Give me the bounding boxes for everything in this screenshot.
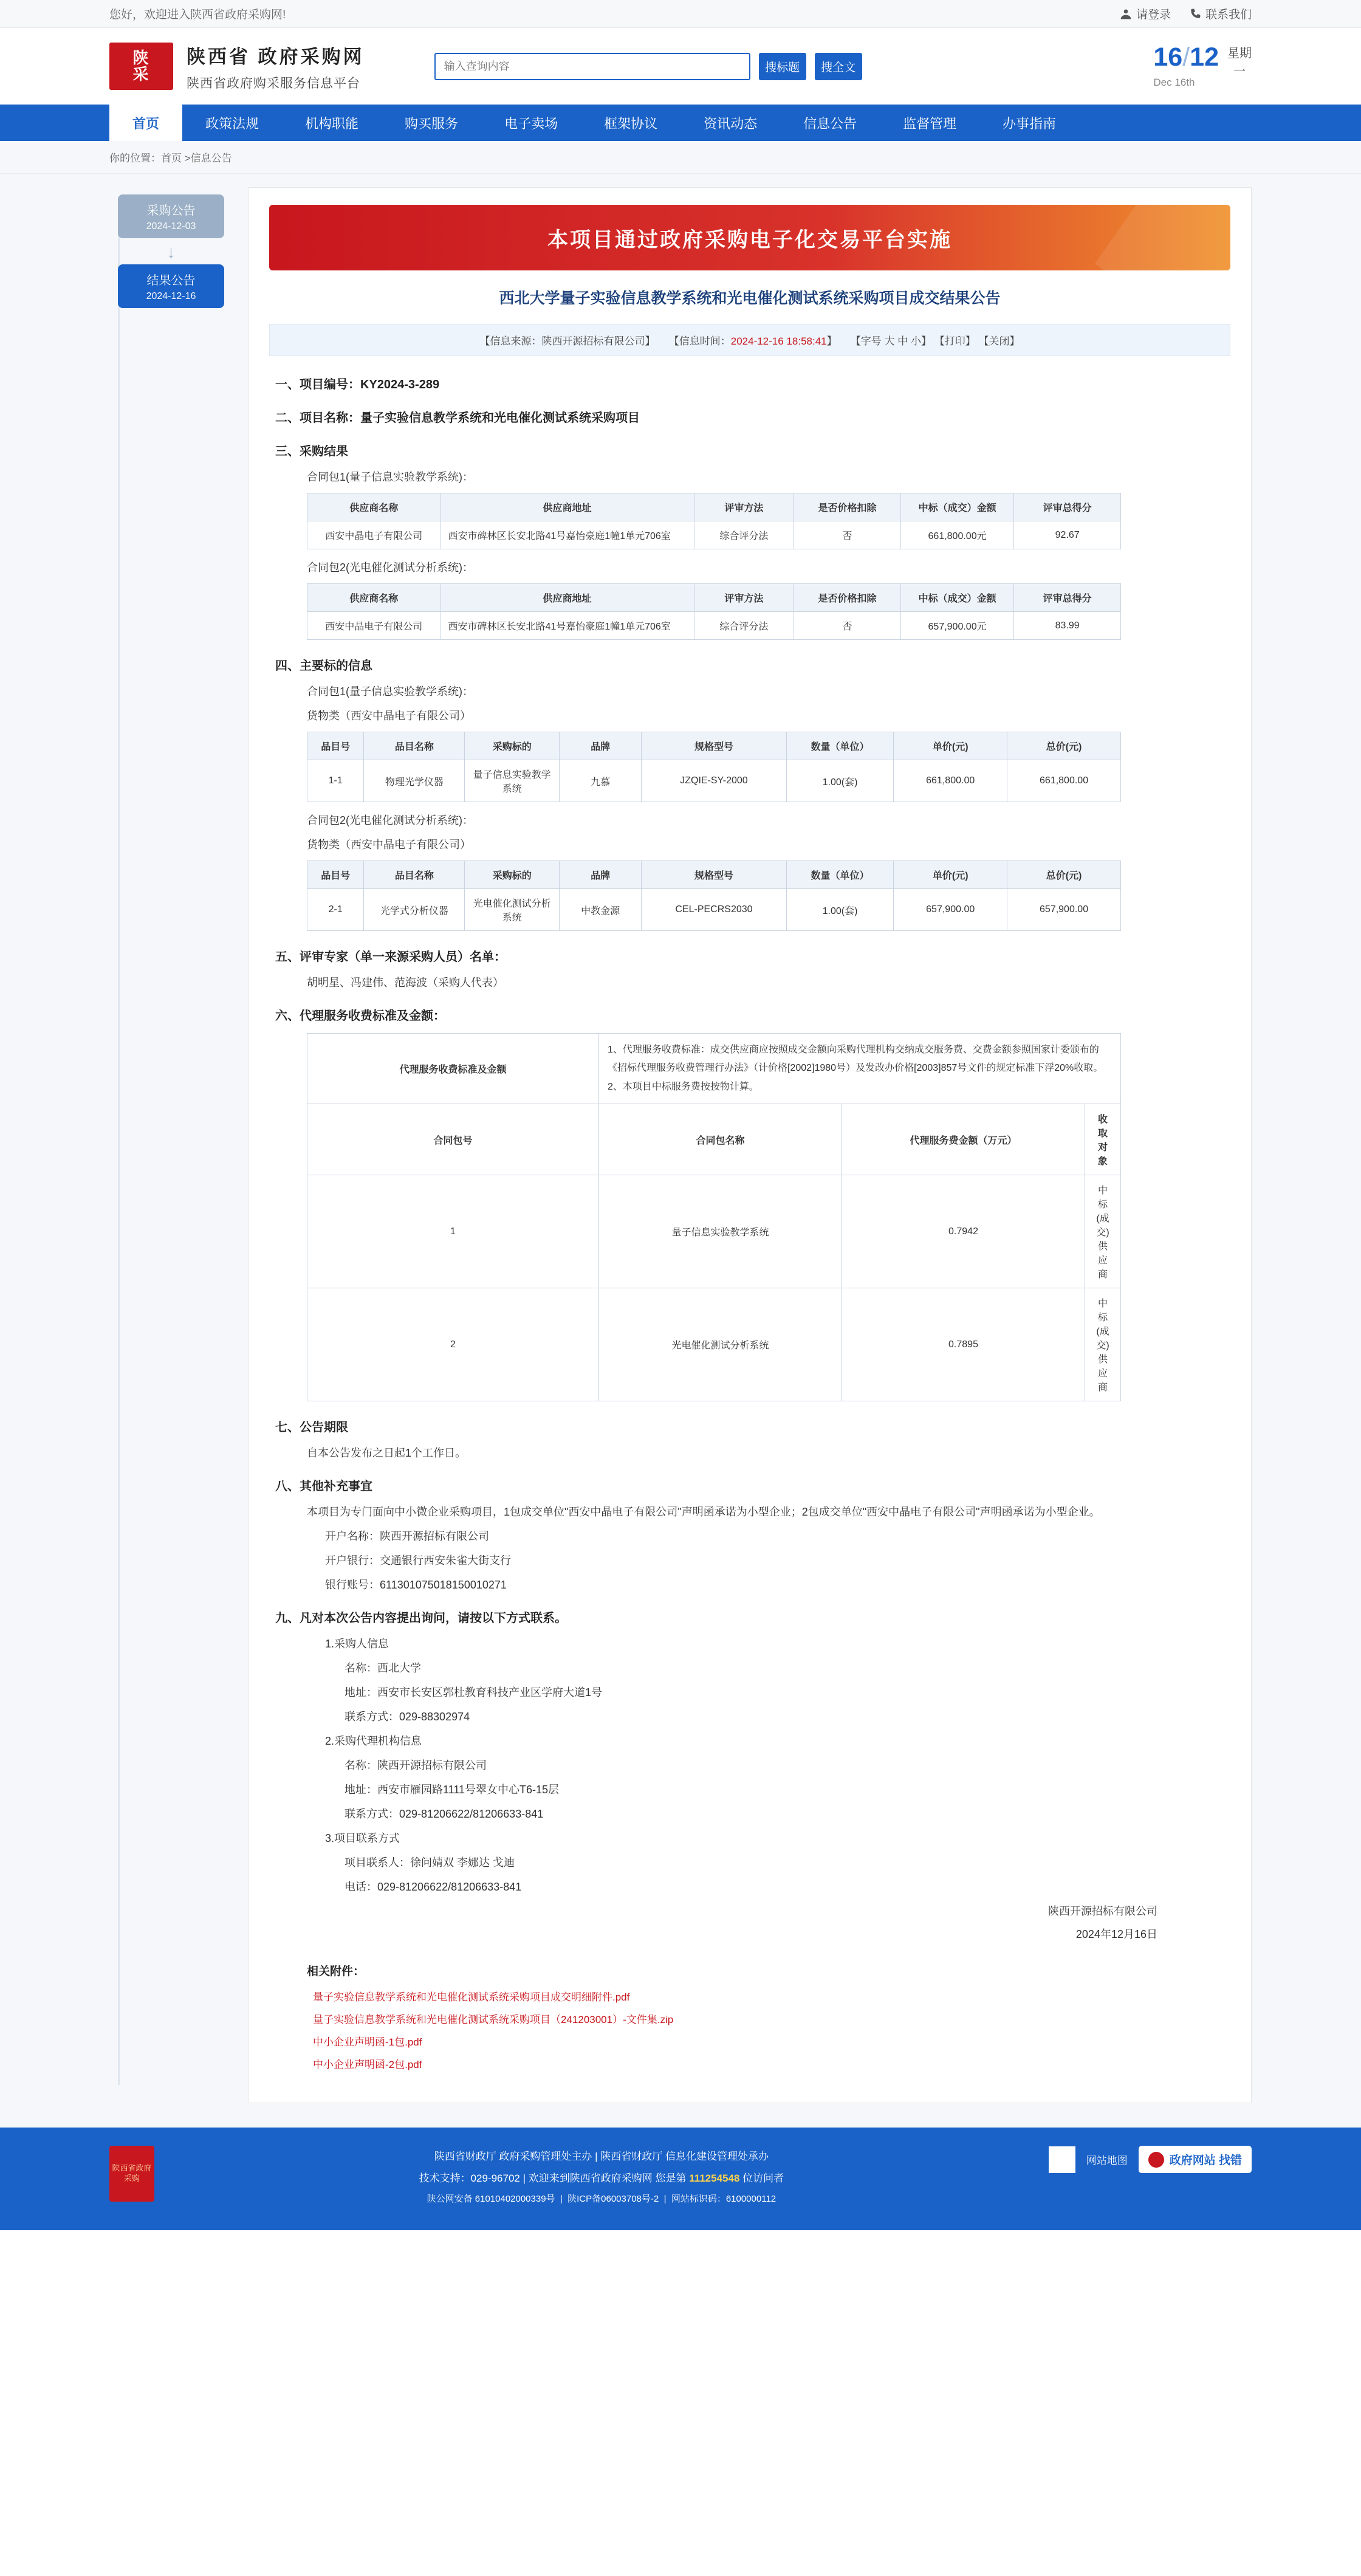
table-row bbox=[307, 1034, 1121, 1104]
nav-item-org[interactable]: 机构职能 bbox=[305, 115, 359, 131]
item-table-package1 bbox=[307, 732, 1121, 802]
agency-address: 地址：西安市雁园路1111号翠女中心T6-15层 bbox=[345, 1784, 560, 1796]
page-layout bbox=[0, 174, 1361, 2128]
cell-procurement-target: 光电催化测试分析系统 bbox=[465, 889, 560, 931]
sidebar-item-label: 结果公告 bbox=[146, 274, 196, 288]
th-package-no: 合同包号 bbox=[307, 1104, 599, 1175]
footer-right bbox=[1049, 2146, 1252, 2173]
th-total-price: 总价(元) bbox=[1007, 861, 1121, 889]
cell-package-name: 量子信息实验教学系统 bbox=[599, 1175, 842, 1288]
contact-link[interactable] bbox=[1189, 5, 1252, 22]
th-supplier-name: 供应商名称 bbox=[307, 584, 441, 612]
site-header bbox=[0, 28, 1361, 105]
cell-price-deduction: 否 bbox=[794, 612, 901, 640]
th-item-no: 品目号 bbox=[307, 861, 364, 889]
nav-item-guide[interactable]: 办事指南 bbox=[1003, 115, 1057, 131]
cell-total-price: 661,800.00 bbox=[1007, 760, 1121, 802]
package2-sub-label: 合同包2(光电催化测试分析系统)： bbox=[307, 814, 473, 826]
cell-quantity: 1.00(套) bbox=[786, 760, 893, 802]
project-contact-head: 3.项目联系方式 bbox=[325, 1832, 400, 1845]
th-spec-model: 规格型号 bbox=[642, 861, 787, 889]
visitor-count: 111254548 bbox=[689, 2172, 740, 2184]
cell-package-name: 光电催化测试分析系统 bbox=[599, 1288, 842, 1401]
package1-sub-label: 合同包1(量子信息实验教学系统)： bbox=[307, 685, 473, 698]
meta-source-value: 陕西开源招标有限公司 bbox=[541, 335, 645, 347]
meta-time-value: 2024-12-16 18:58:41 bbox=[730, 335, 827, 347]
cell-review-method: 综合评分法 bbox=[694, 612, 794, 640]
table-row bbox=[307, 612, 1121, 640]
th-item-no: 品目号 bbox=[307, 732, 364, 760]
result-table-package2 bbox=[307, 583, 1121, 640]
cell-fee-amount: 0.7895 bbox=[842, 1288, 1085, 1401]
date-widget bbox=[1153, 44, 1252, 89]
cell-total-score: 83.99 bbox=[1014, 612, 1121, 640]
breadcrumb-current: 信息公告 bbox=[190, 153, 232, 164]
section-2-head: 二、项目名称： bbox=[275, 411, 360, 425]
account-bank: 开户银行：交通银行西安朱雀大街支行 bbox=[325, 1554, 511, 1567]
attachment-link[interactable]: 量子实验信息教学系统和光电催化测试系统采购项目（241203001）-文件集.zip bbox=[313, 2014, 674, 2026]
th-package-name: 合同包名称 bbox=[599, 1104, 842, 1175]
cell-package-no: 1 bbox=[307, 1175, 599, 1288]
th-procurement-target: 采购标的 bbox=[465, 861, 560, 889]
phone-icon bbox=[1189, 8, 1201, 20]
sidebar-item-label: 采购公告 bbox=[146, 204, 196, 218]
search-bar bbox=[434, 53, 862, 80]
th-unit-price: 单价(元) bbox=[894, 861, 1007, 889]
table-header-row bbox=[307, 584, 1121, 612]
date-month: 12 bbox=[1190, 42, 1219, 72]
breadcrumb bbox=[0, 141, 1361, 174]
th-total-score: 评审总得分 bbox=[1014, 584, 1121, 612]
print-button[interactable]: 【打印】 bbox=[934, 335, 976, 347]
th-procurement-target: 采购标的 bbox=[465, 732, 560, 760]
nav-item-emarket[interactable]: 电子卖场 bbox=[504, 115, 558, 131]
section-6-head: 六、代理服务收费标准及金额： bbox=[275, 1009, 445, 1023]
section-1-head: 一、项目编号： bbox=[275, 378, 360, 391]
cell-unit-price: 661,800.00 bbox=[894, 760, 1007, 802]
sidebar-item-date: 2024-12-16 bbox=[146, 291, 196, 302]
font-size-control[interactable]: 【字号 大 中 小】 bbox=[850, 335, 931, 347]
th-fee-payer: 收取对象 bbox=[1085, 1104, 1121, 1175]
qr-code-icon bbox=[1049, 2146, 1075, 2173]
login-label: 请登录 bbox=[1136, 9, 1171, 21]
fee-standard-label: 代理服务收费标准及金额 bbox=[307, 1034, 599, 1104]
th-quantity: 数量（单位） bbox=[786, 861, 893, 889]
greeting-text: 您好，欢迎进入陕西省政府采购网! bbox=[109, 9, 286, 21]
nav-item-framework[interactable]: 框架协议 bbox=[604, 115, 658, 131]
package1-category: 货物类（西安中晶电子有限公司） bbox=[307, 710, 471, 722]
logo-line2: 采 bbox=[132, 65, 150, 83]
nav-item-supervision[interactable]: 监督管理 bbox=[903, 115, 957, 131]
cell-total-score: 92.67 bbox=[1014, 521, 1121, 549]
project-number-value: KY2024-3-289 bbox=[360, 378, 440, 391]
search-title-button[interactable]: 搜标题 bbox=[759, 53, 806, 80]
purchaser-address: 地址：西安市长安区郭杜教育科技产业区学府大道1号 bbox=[345, 1686, 603, 1699]
table-row bbox=[307, 1175, 1121, 1288]
search-input[interactable] bbox=[434, 53, 750, 80]
table-row bbox=[307, 521, 1121, 549]
agency-fee-table bbox=[307, 1033, 1121, 1401]
footer-text-block bbox=[179, 2146, 1024, 2208]
cell-package-no: 2 bbox=[307, 1288, 599, 1401]
weekday-value: 一 bbox=[1233, 64, 1246, 78]
cell-spec-model: CEL-PECRS2030 bbox=[642, 889, 787, 931]
cell-item-no: 2-1 bbox=[307, 889, 364, 931]
th-brand: 品牌 bbox=[560, 861, 642, 889]
nav-item-policy[interactable]: 政策法规 bbox=[205, 115, 259, 131]
meta-source-end: 】 bbox=[645, 335, 656, 347]
package2-category: 货物类（西安中晶电子有限公司） bbox=[307, 839, 471, 851]
cell-fee-payer: 中标(成交)供应商 bbox=[1085, 1288, 1121, 1401]
account-name: 开户名称：陕西开源招标有限公司 bbox=[325, 1530, 489, 1543]
project-contact-tel: 电话：029-81206622/81206633-841 bbox=[345, 1881, 522, 1894]
site-title-main: 陕西省 政府采购网 bbox=[187, 46, 365, 67]
top-bar bbox=[0, 0, 1361, 28]
meta-source-label: 【信息来源： bbox=[479, 335, 542, 347]
notice-period-text: 自本公告发布之日起1个工作日。 bbox=[307, 1447, 467, 1460]
breadcrumb-sep: > bbox=[184, 153, 191, 164]
site-identifier: 网站标识码：6100000112 bbox=[671, 2193, 776, 2204]
site-title bbox=[187, 41, 365, 92]
purchaser-tel: 联系方式：029-88302974 bbox=[345, 1711, 470, 1723]
user-icon bbox=[1120, 8, 1132, 20]
sidebar-item-result-notice[interactable] bbox=[118, 264, 224, 308]
cell-fee-payer: 中标(成交)供应商 bbox=[1085, 1175, 1121, 1288]
site-logo[interactable] bbox=[109, 43, 173, 90]
gov-site-badge[interactable] bbox=[1139, 2146, 1252, 2173]
footer-support-text: 技术支持：029-96702 | 欢迎来到陕西省政府采购网 您是第 bbox=[419, 2172, 690, 2184]
supplement-paragraph: 本项目为专门面向中小微企业采购项目，1包成交单位"西安中晶电子有限公司"声明函承诺为小型企业；2包成交单位"西安中晶电子有限公司"声明函承诺为小型企业。 bbox=[307, 1506, 1100, 1519]
cell-supplier-address: 西安市碑林区长安北路41号嘉怡豪庭1幢1单元706室 bbox=[441, 612, 694, 640]
meta-time-end: 】 bbox=[826, 335, 837, 347]
police-record[interactable]: 陕公网安备 61010402000339号 bbox=[427, 2193, 555, 2204]
cell-award-amount: 661,800.00元 bbox=[900, 521, 1014, 549]
timeline-rail bbox=[118, 203, 120, 2085]
chevron-down-icon: ↓ bbox=[166, 242, 176, 261]
login-link[interactable] bbox=[1120, 5, 1171, 22]
top-bar-right bbox=[1120, 5, 1252, 22]
cell-brand: 中教金源 bbox=[560, 889, 642, 931]
nav-item-news[interactable]: 资讯动态 bbox=[704, 115, 758, 131]
cell-procurement-target: 量子信息实验教学系统 bbox=[465, 760, 560, 802]
cell-unit-price: 657,900.00 bbox=[894, 889, 1007, 931]
cell-total-price: 657,900.00 bbox=[1007, 889, 1121, 931]
contact-label: 联系我们 bbox=[1205, 9, 1252, 21]
th-supplier-name: 供应商名称 bbox=[307, 493, 441, 521]
section-project-number bbox=[275, 374, 1230, 392]
table-row bbox=[307, 760, 1121, 802]
sidebar-item-purchase-notice[interactable] bbox=[118, 194, 224, 238]
th-item-name: 品目名称 bbox=[364, 732, 465, 760]
nav-item-notices[interactable]: 信息公告 bbox=[803, 115, 857, 131]
cell-fee-amount: 0.7942 bbox=[842, 1175, 1085, 1288]
breadcrumb-home[interactable]: 首页 bbox=[161, 153, 182, 164]
account-number: 银行账号：611301075018150010271 bbox=[325, 1579, 507, 1592]
expert-list: 胡明星、冯建伟、范海波（采购人代表） bbox=[307, 977, 504, 989]
table-header-row bbox=[307, 861, 1121, 889]
agency-name: 名称：陕西开源招标有限公司 bbox=[345, 1759, 487, 1772]
meta-time-label: 【信息时间： bbox=[668, 335, 731, 347]
table-header-row bbox=[307, 1104, 1121, 1175]
main-nav bbox=[0, 105, 1361, 141]
th-brand: 品牌 bbox=[560, 732, 642, 760]
site-title-sub: 陕西省政府购采服务信息平台 bbox=[187, 76, 360, 91]
cell-supplier-name: 西安中晶电子有限公司 bbox=[307, 521, 441, 549]
cell-spec-model: JZQIE-SY-2000 bbox=[642, 760, 787, 802]
package2-label: 合同包2(光电催化测试分析系统)： bbox=[307, 562, 473, 574]
th-fee-amount: 代理服务费金额（万元） bbox=[842, 1104, 1085, 1175]
th-unit-price: 单价(元) bbox=[894, 732, 1007, 760]
section-9-head: 九、凡对本次公告内容提出询问，请按以下方式联系。 bbox=[275, 1612, 567, 1626]
purchaser-name: 名称：西北大学 bbox=[345, 1662, 421, 1675]
table-row bbox=[307, 1288, 1121, 1401]
fee-rule-2: 2、本项目中标服务费按按物计算。 bbox=[608, 1081, 759, 1092]
th-total-score: 评审总得分 bbox=[1014, 493, 1121, 521]
sidebar-item-date: 2024-12-03 bbox=[146, 221, 196, 232]
th-award-amount: 中标（成交）金额 bbox=[900, 493, 1014, 521]
cell-item-no: 1-1 bbox=[307, 760, 364, 802]
date-day: 16 bbox=[1153, 42, 1183, 72]
section-4-head: 四、主要标的信息 bbox=[275, 659, 372, 673]
agency-tel: 联系方式：029-81206622/81206633-841 bbox=[345, 1808, 544, 1821]
table-header-row bbox=[307, 493, 1121, 521]
cell-award-amount: 657,900.00元 bbox=[900, 612, 1014, 640]
article-meta bbox=[269, 324, 1230, 356]
th-review-method: 评审方法 bbox=[694, 584, 794, 612]
cell-supplier-address: 西安市碑林区长安北路41号嘉怡豪庭1幢1单元706室 bbox=[441, 521, 694, 549]
th-review-method: 评审方法 bbox=[694, 493, 794, 521]
weekday-box bbox=[1227, 44, 1252, 81]
table-header-row bbox=[307, 732, 1121, 760]
section-5-head: 五、评审专家（单一来源采购人员）名单： bbox=[275, 950, 506, 964]
section-8-head: 八、其他补充事宜 bbox=[275, 1480, 372, 1494]
section-7-head: 七、公告期限 bbox=[275, 1421, 348, 1435]
page-title: 西北大学量子实验信息教学系统和光电催化测试系统采购项目成交结果公告 bbox=[499, 290, 1001, 307]
breadcrumb-prefix: 你的位置： bbox=[109, 153, 161, 164]
purchaser-info-head: 1.采购人信息 bbox=[325, 1638, 389, 1650]
agency-info-head: 2.采购代理机构信息 bbox=[325, 1735, 422, 1748]
date-numbers: 16/12 bbox=[1153, 42, 1219, 72]
item-table-package2 bbox=[307, 860, 1121, 931]
cell-supplier-name: 西安中晶电子有限公司 bbox=[307, 612, 441, 640]
package1-label: 合同包1(量子信息实验教学系统)： bbox=[307, 471, 473, 483]
fee-rules-cell bbox=[599, 1034, 1121, 1104]
fee-rule-1: 1、代理服务收费标准：成交供应商应按照成交金额向采购代理机构交纳成交服务费、交费金额参照国家计委颁布的《招标代理服务收费管理行办法》（计价格[2002]1980号）及发改办价格[2003]857号文件的规定标准下浮20%收取。 bbox=[608, 1045, 1103, 1074]
th-spec-model: 规格型号 bbox=[642, 732, 787, 760]
table-row bbox=[307, 889, 1121, 931]
section-3-head: 三、采购结果 bbox=[275, 445, 348, 458]
cell-item-name: 光学式分析仪器 bbox=[364, 889, 465, 931]
icp-record[interactable]: 陕ICP备06003708号-2 bbox=[567, 2193, 659, 2204]
th-item-name: 品目名称 bbox=[364, 861, 465, 889]
close-button[interactable]: 【关闭】 bbox=[978, 335, 1020, 347]
date-english: Dec 16th bbox=[1153, 76, 1195, 88]
sitemap-link[interactable]: 网站地图 bbox=[1086, 2155, 1128, 2167]
th-price-deduction: 是否价格扣除 bbox=[794, 584, 901, 612]
footer-visitor-suffix: 位访问者 bbox=[739, 2172, 784, 2184]
attachment-link[interactable]: 量子实验信息教学系统和光电催化测试系统采购项目成交明细附件.pdf bbox=[313, 1991, 630, 2004]
th-supplier-address: 供应商地址 bbox=[441, 584, 694, 612]
th-total-price: 总价(元) bbox=[1007, 732, 1121, 760]
article-content bbox=[248, 187, 1252, 2103]
cell-quantity: 1.00(套) bbox=[786, 889, 893, 931]
signature-org: 陕西开源招标有限公司 bbox=[1048, 1905, 1157, 1918]
section-project-name bbox=[275, 408, 1230, 425]
gov-badge-icon bbox=[1148, 2152, 1164, 2168]
nav-item-services[interactable]: 购买服务 bbox=[405, 115, 459, 131]
logo-line1: 陕 bbox=[132, 48, 150, 67]
nav-item-home[interactable]: 首页 bbox=[109, 105, 182, 141]
footer-line-3: 陕公网安备 61010402000339号 | 陕ICP备06003708号-2 | 网站标识码：6100000112 bbox=[427, 2193, 776, 2204]
project-name-value: 量子实验信息教学系统和光电催化测试系统采购项目 bbox=[360, 411, 640, 425]
result-table-package1 bbox=[307, 493, 1121, 549]
search-fulltext-button[interactable]: 搜全文 bbox=[815, 53, 862, 80]
government-seal-icon: 陕西省政府采购 bbox=[109, 2146, 154, 2202]
th-supplier-address: 供应商地址 bbox=[441, 493, 694, 521]
attachment-link[interactable]: 中小企业声明函-1包.pdf bbox=[313, 2036, 422, 2049]
cell-item-name: 物理光学仪器 bbox=[364, 760, 465, 802]
footer-line-2 bbox=[179, 2168, 1024, 2190]
project-contact-person: 项目联系人：徐问婧双 李娜达 戈迪 bbox=[345, 1856, 515, 1869]
cell-brand: 九慕 bbox=[560, 760, 642, 802]
gov-badge-label: 政府网站 找错 bbox=[1169, 2154, 1242, 2168]
platform-banner: 本项目通过政府采购电子化交易平台实施 bbox=[269, 205, 1230, 270]
attachments-heading: 相关附件： bbox=[307, 1965, 365, 1979]
footer-line-1: 陕西省财政厅 政府采购管理处主办 | 陕西省财政厅 信息化建设管理处承办 bbox=[434, 2151, 769, 2163]
th-price-deduction: 是否价格扣除 bbox=[794, 493, 901, 521]
weekday-label: 星期 bbox=[1227, 46, 1252, 60]
attachment-link[interactable]: 中小企业声明函-2包.pdf bbox=[313, 2059, 422, 2071]
cell-review-method: 综合评分法 bbox=[694, 521, 794, 549]
th-award-amount: 中标（成交）金额 bbox=[900, 584, 1014, 612]
cell-price-deduction: 否 bbox=[794, 521, 901, 549]
signature-date: 2024年12月16日 bbox=[1075, 1928, 1157, 1941]
timeline-sidebar bbox=[109, 187, 243, 2103]
th-quantity: 数量（单位） bbox=[786, 732, 893, 760]
site-footer bbox=[0, 2128, 1361, 2230]
